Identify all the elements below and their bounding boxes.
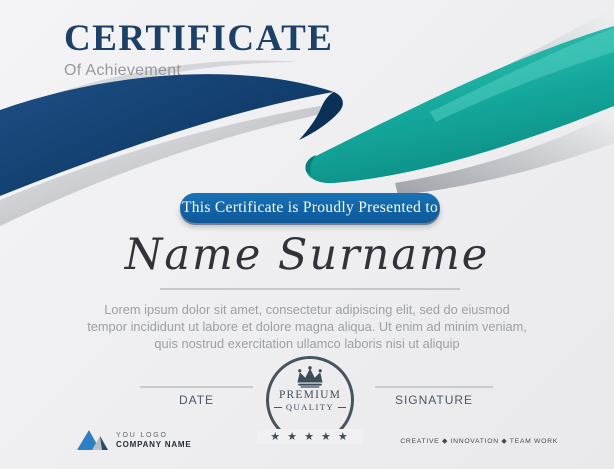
- badge-premium-text: PREMIUM: [278, 389, 342, 401]
- certificate-subtitle: Of Achievement: [64, 61, 182, 79]
- footer-logo-block: [77, 429, 192, 451]
- premium-quality-badge: [266, 356, 354, 444]
- navy-ribbon: [0, 74, 334, 196]
- date-label: DATE: [178, 393, 215, 407]
- date-block: [140, 386, 253, 407]
- recipient-name: Name Surname: [124, 230, 490, 280]
- company-logo-icon: [77, 429, 109, 451]
- company-name: COMPANY NAME: [116, 439, 192, 449]
- certificate-title: CERTIFICATE: [64, 18, 334, 59]
- badge-stars-row: ★ ★ ★ ★ ★: [257, 429, 363, 444]
- date-line: [140, 386, 253, 388]
- presentation-banner-text: This Certificate is Proudly Presented to: [181, 199, 439, 216]
- signature-line: [375, 386, 493, 388]
- badge-quality-text: QUALITY: [274, 402, 346, 412]
- name-underline: [160, 288, 460, 290]
- logo-name: YOU LOGO: [116, 431, 168, 439]
- presentation-banner: [180, 193, 440, 223]
- body-text: Lorem ipsum dolor sit amet, consectetur adipiscing elit, sed do eiusmod tempor incididunt ut labore et dolore magna aliqua. Ut enim ad minim veniam, quis nostrud exercitation ullamco laboris nisi ut aliquip: [87, 302, 527, 352]
- signature-label: SIGNATURE: [394, 393, 474, 407]
- footer-tagline: CREATIVE ◆ INNOVATION ◆ TEAM WORK: [400, 438, 558, 445]
- crown-icon: [293, 366, 327, 388]
- header: [64, 20, 333, 80]
- signature-block: [375, 386, 493, 407]
